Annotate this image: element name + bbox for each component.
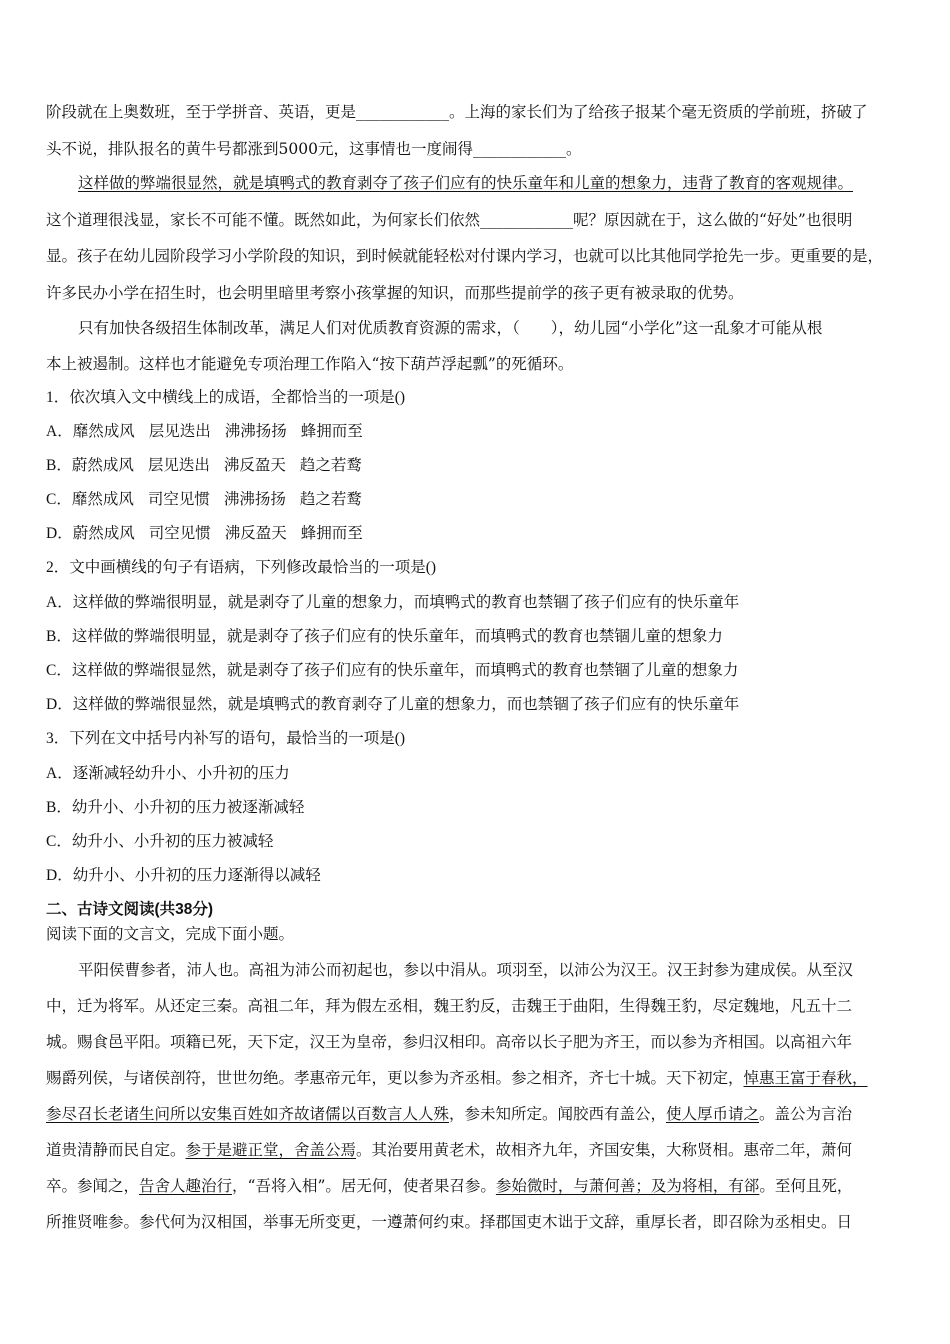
q2-option-b[interactable]: B．这样做的弊端很明显，就是剥夺了孩子们应有的快乐童年，而填鸭式的教育也禁锢儿童的想象力 [46, 628, 723, 645]
classical-line-6 [46, 1140, 908, 1160]
option-word: 沸反盈天 [223, 457, 286, 474]
q1-option-a[interactable] [46, 422, 908, 442]
option-letter: A． [46, 423, 73, 440]
q3-option-a[interactable]: A．逐渐减轻幼升小、小升初的压力 [46, 765, 290, 782]
text-segment: 。其治要用黄老术，故相齐九年，齐国安集，大称贤相。惠帝二年，萧何 [356, 1141, 853, 1159]
option-word: 蜂拥而至 [300, 423, 363, 440]
passage-line-6: 许多民办小学在招生时，也会明里暗里考察小孩掌握的知识，而那些提前学的孩子更有被录取的优势。 [46, 284, 744, 302]
option-word: 蔚然成风 [72, 525, 135, 542]
q2-option-c[interactable]: C．这样做的弊端很显然，就是剥夺了孩子们应有的快乐童年，而填鸭式的教育也禁锢了儿童的想象力 [46, 662, 739, 679]
q2-option-d[interactable]: D．这样做的弊端很显然，就是填鸭式的教育剥夺了儿童的想象力，而也禁锢了孩子们应有的快乐童年 [46, 696, 740, 713]
q3-stem: 3．下列在文中括号内补写的语句，最恰当的一项是() [46, 730, 406, 747]
q3-option-c[interactable]: C．幼升小、小升初的压力被减轻 [46, 833, 274, 850]
passage-line-4: 这个道理很浅显，家长不可能不懂。既然如此，为何家长们依然____________呢？原因就在于，这么做的“好处”也很明 [46, 211, 853, 229]
passage-line-7: 只有加快各级招生体制改革，满足人们对优质教育资源的需求，（ ），幼儿园“小学化”这一乱象才可能从根 [78, 319, 823, 337]
option-word: 沸沸扬扬 [223, 491, 286, 508]
text-segment: ，“吾将入相”。居无何，使者果召参。 [232, 1177, 496, 1195]
classical-line-2: 中，迁为将军。从还定三秦。高祖二年，拜为假左丞相，魏王豹反，击魏王于曲阳，生得魏王豹，尽定魏地，凡五十二 [46, 997, 853, 1015]
option-letter: C． [46, 491, 72, 508]
passage-line-5: 显。孩子在幼儿园阶段学习小学阶段的知识，到时候就能轻松对付课内学习，也就可以比其他同学抢先一步。更重要的是， [46, 247, 884, 265]
text-segment: 。盖公为言治 [759, 1105, 853, 1123]
classical-line-1: 平阳侯曹参者，沛人也。高祖为沛公而初起也，参以中涓从。项羽至，以沛公为汉王。汉王封参为建成侯。从至汉 [78, 961, 854, 979]
q1-option-d[interactable] [46, 524, 908, 544]
q2-stem: 2．文中画横线的句子有语病，下列修改最恰当的一项是() [46, 559, 437, 576]
option-letter: D． [46, 525, 73, 542]
underlined-segment: 参于是避正堂，舍盖公焉 [185, 1141, 357, 1159]
underlined-sentence: 这样做的弊端很显然，就是填鸭式的教育剥夺了孩子们应有的快乐童年和儿童的想象力，违背了教育的客观规律。 [78, 174, 854, 192]
option-word: 司空见惯 [147, 491, 210, 508]
text-segment: 卒。参闻之， [46, 1177, 140, 1195]
classical-line-4 [46, 1068, 908, 1088]
option-word: 靡然成风 [71, 491, 134, 508]
text-segment: 道贵清静而民自定。 [46, 1141, 186, 1159]
option-word: 蜂拥而至 [300, 525, 363, 542]
passage-line-2: 头不说，排队报名的黄牛号都涨到5000元，这事情也一度闹得____________。 [46, 140, 582, 158]
option-word: 趋之若鹜 [299, 491, 362, 508]
q1-option-c[interactable] [46, 490, 908, 510]
option-word: 司空见惯 [148, 525, 211, 542]
option-word: 层见迭出 [147, 457, 210, 474]
q1-stem: 1．依次填入文中横线上的成语，全都恰当的一项是() [46, 389, 406, 406]
underlined-segment: 参始微时，与萧何善；及为将相，有郤 [495, 1177, 760, 1195]
text-segment: 赐爵列侯，与诸侯剖符，世世勿绝。孝惠帝元年，更以参为齐丞相。参之相齐，齐七十城。天下初定， [46, 1069, 744, 1087]
underlined-segment: 参尽召长老诸生问所以安集百姓如齐故诸儒以百数言人人殊 [46, 1105, 450, 1123]
q3-option-b[interactable]: B．幼升小、小升初的压力被逐渐减轻 [46, 799, 305, 816]
option-letter: B． [46, 457, 72, 474]
option-word: 层见迭出 [148, 423, 211, 440]
underlined-segment: 告舍人趣治行 [139, 1177, 233, 1195]
classical-line-5 [46, 1104, 908, 1124]
text-segment: ，参未知所定。闻胶西有盖公， [449, 1105, 667, 1123]
text-segment: 。至何且死， [759, 1177, 853, 1195]
q1-option-b[interactable] [46, 456, 908, 476]
classical-line-7 [46, 1176, 908, 1196]
passage-line-3-underlined [78, 173, 908, 193]
q2-option-a[interactable]: A．这样做的弊端很明显，就是剥夺了儿童的想象力，而填鸭式的教育也禁锢了孩子们应有的快乐童年 [46, 594, 740, 611]
underlined-segment: 使人厚币请之 [666, 1105, 760, 1123]
q3-option-d[interactable]: D．幼升小、小升初的压力逐渐得以减轻 [46, 867, 321, 884]
classical-line-3: 城。赐食邑平阳。项籍已死，天下定，汉王为皇帝，参归汉相印。高帝以长子肥为齐王，而以参为齐相国。以高祖六年 [46, 1033, 853, 1051]
option-word: 趋之若鹜 [299, 457, 362, 474]
classical-line-8: 所推贤唯参。参代何为汉相国，举事无所变更，一遵萧何约束。择郡国吏木诎于文辞，重厚长者，即召除为丞相史。日 [46, 1213, 853, 1231]
option-word: 靡然成风 [72, 423, 135, 440]
option-word: 沸沸扬扬 [224, 423, 287, 440]
underlined-segment: 悼惠王富于春秋， [743, 1069, 868, 1087]
passage-line-1: 阶段就在上奥数班，至于学拼音、英语，更是____________。上海的家长们为了给孩子报某个毫无资质的学前班，挤破了 [46, 103, 868, 121]
section-instruction: 阅读下面的文言文，完成下面小题。 [46, 926, 295, 943]
section-heading: 二、古诗文阅读(共38分) [46, 901, 214, 918]
passage-line-8: 本上被遏制。这样也才能避免专项治理工作陷入“按下葫芦浮起瓢”的死循环。 [46, 355, 574, 373]
option-word: 沸反盈天 [224, 525, 287, 542]
option-word: 蔚然成风 [71, 457, 134, 474]
